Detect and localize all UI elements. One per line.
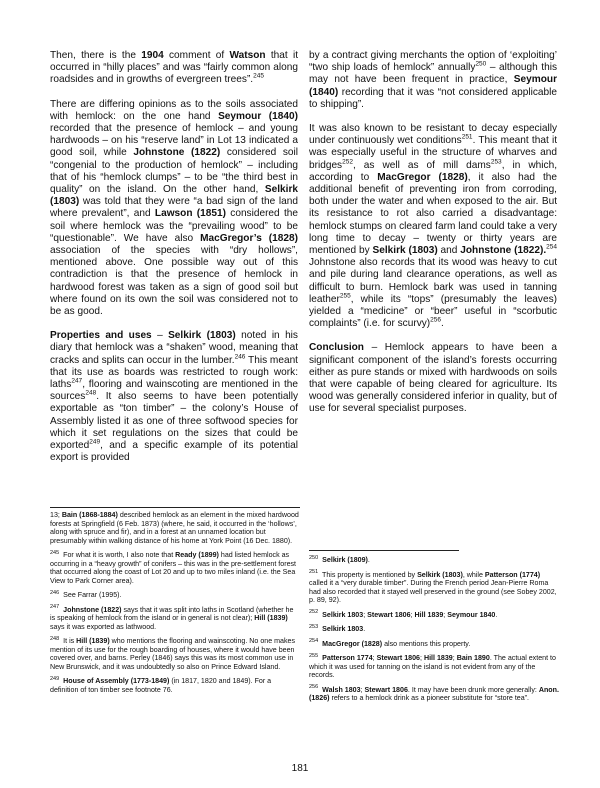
bold-citation: Selkirk (1803) — [372, 245, 438, 257]
text-run: It is — [61, 637, 77, 645]
text-run: ; — [410, 610, 415, 619]
text-run: recorded that the presence of hemlock – and young hardwoods – on his “reserve land” in Lot 13 indicated a good soil, while — [50, 123, 298, 159]
footnote-reference: 249 — [89, 438, 101, 446]
text-run: , in which, according to — [309, 159, 557, 183]
bold-citation: Selkirk (1803) — [50, 184, 298, 208]
bold-citation: Bain 1890 — [456, 654, 490, 662]
bold-citation: Seymour (1840) — [218, 110, 298, 122]
text-run: also mentions this property. — [382, 639, 471, 648]
footnote — [309, 640, 559, 649]
bold-citation: Johnstone (1822) — [133, 147, 221, 159]
bold-citation: Walsh 1803 — [322, 685, 361, 694]
bold-citation: Watson — [229, 50, 266, 61]
text-run: This meant that its use as boards was restricted to rough work: laths — [50, 354, 298, 391]
text-run: noted in his diary that hemlock was a “shaken” wood, meaning that cracks and splits can occur in the lumber. — [50, 330, 298, 366]
text-run: ; — [363, 610, 368, 619]
bold-citation: MacGregor (1828) — [322, 639, 383, 648]
bold-citation: Anon. (1826) — [309, 685, 559, 702]
text-run: It was also known to be resistant to decay especially under continuously wet conditions — [309, 123, 557, 147]
bold-citation: Johnstone (1822) — [63, 605, 122, 614]
text-run: . — [441, 318, 444, 330]
text-run: , as well as of mill dams — [352, 159, 491, 171]
bold-citation: Hill (1839) — [76, 637, 110, 645]
paragraph — [50, 50, 298, 87]
footnote-reference: 250 — [475, 60, 487, 68]
text-run: . The actual extent to which it was used for tanning on the island is not evident from any of the records. — [309, 654, 556, 679]
footnote-number: 255 — [309, 652, 319, 659]
text-run: and — [437, 245, 461, 257]
text-run: who mentions the flooring and wainscoting. No one makes mention of its use for the rough boarding of houses, where it would have been covered over, and barns. Perley (1846) says this was its most common use in New Brunswick, and it was undoubtedly so also on Prince Edward Island. — [50, 637, 296, 671]
bold-citation: Hill 1839 — [423, 654, 453, 662]
left-footnotes — [50, 511, 300, 700]
footnote-reference: 255 — [339, 292, 351, 300]
text-run: See Farrar (1995). — [61, 591, 122, 599]
text-run: ; — [372, 654, 377, 662]
footnote — [50, 637, 300, 671]
text-run: – Hemlock appears to have been a significant component of the island’s forests occurring either as pure stands or mixed with hardwoods on soils that were capable of being cleared for agriculture. Its wood was generally considered inferior in quality, but of use for several specialist purposes. — [309, 342, 557, 415]
footnote-reference: 245 — [253, 73, 264, 81]
bold-citation: Hill (1839) — [254, 614, 288, 622]
bold-citation: House of Assembly (1773-1849) — [63, 677, 170, 685]
footnote-reference: 252 — [342, 158, 353, 166]
left-text-column — [50, 50, 298, 477]
bold-citation: MacGregor’s (1828) — [200, 232, 298, 244]
text-run: ; — [443, 610, 448, 619]
footnote-reference: 256 — [430, 316, 442, 324]
footnote — [50, 551, 300, 585]
bold-citation: Seymour (1840) — [309, 74, 557, 98]
paragraph — [309, 342, 557, 415]
footnote — [50, 606, 300, 632]
bold-citation: Stewart 1806 — [364, 685, 408, 694]
bold-citation: Bain (1868-1884) — [61, 511, 118, 519]
text-run: ; — [360, 685, 365, 694]
bold-citation: Stewart 1806 — [376, 654, 420, 662]
bold-citation: MacGregor (1828) — [377, 171, 468, 183]
paragraph — [309, 123, 557, 330]
footnote-reference: 247 — [71, 377, 83, 385]
footnote-number: 251 — [309, 569, 319, 576]
text-run: , flooring and wainscoting are mentioned in the sources — [50, 379, 298, 403]
text-run: For what it is worth, I also note that — [61, 551, 176, 559]
paragraph — [309, 50, 557, 111]
text-run: says it was exported as lathwood. — [50, 622, 157, 631]
footnote-number: 252 — [309, 609, 319, 616]
footnote-number: 245 — [50, 549, 60, 556]
footnote — [309, 611, 559, 620]
text-run: considered the soil where hemlock was the “prevailing wood” to be “questionable”. We have also — [50, 208, 298, 244]
footnote-number: 247 — [50, 604, 60, 611]
text-run: was told that they were “a bad sign of the land where prevalent”, and — [50, 196, 298, 220]
text-run: had listed hemlock as occurring in a “heavy growth” of conifers – this was in the pre-settlement forest that occurred along the coast of Lot 20 and up to two miles inland (i.e. the Sea View to Park Corner area). — [50, 551, 297, 585]
bold-citation: Selkirk 1803 — [322, 610, 364, 619]
footnote-separator-left — [50, 507, 300, 508]
footnote-reference: 248 — [85, 389, 97, 397]
bold-citation: Properties and uses — [50, 330, 152, 342]
footnote-number: 254 — [309, 638, 319, 645]
text-run: . — [367, 556, 370, 564]
bold-citation: Selkirk 1803 — [322, 625, 364, 633]
footnote — [309, 571, 559, 605]
text-run: Then, there is the — [50, 50, 142, 61]
footnote-number: 249 — [50, 675, 60, 682]
footnote — [309, 654, 559, 680]
footnote-reference: 253 — [490, 158, 502, 166]
text-run: described hemlock as an element in the mixed hardwood forests at Springfield (6 Feb. 1873) (where, he said, it occurred in the ‘hollows’, along with spruce and fir), and in a forest at an unnamed location but presumably within walking distance of his home at York Point (16 Dec. 1880). — [50, 511, 299, 545]
footnote — [309, 556, 559, 565]
bold-citation: Johnstone (1822). — [460, 245, 547, 257]
footnote-reference: 246 — [234, 353, 246, 361]
text-run: association of the species with “dry hollows”, mentioned above. One possible way out of this contradiction is that the presence of hemlock in hardwood forest was taken as a sign of good soil but where found on its own the soil was considered not to be as good. — [50, 245, 298, 318]
text-run: called it a “very durable timber”. During the French period Jean-Pierre Roma had also recorded that it stayed well preserved in the ground (see Sobey 2002, p. 89, 92). — [309, 579, 557, 604]
text-run: . — [363, 625, 366, 633]
footnote — [309, 686, 559, 703]
text-run: , while its “tops” (presumably the leaves) yielded a “medicine” or “beer” useful in “scorbutic complaints” (i.e. for scurvy) — [309, 293, 557, 330]
footnote-reference: 254 — [546, 243, 557, 251]
paragraph — [50, 99, 298, 319]
text-run: . It also seems to have been potentially exportable as “ton timber” – the colony’s House of Assembly listed it as one of three softwood species for which it set regulations on the sizes that could be exported — [50, 391, 298, 452]
text-run: This property is mentioned by — [320, 570, 418, 579]
footnote-number: 256 — [309, 684, 319, 691]
footnote-number: 248 — [50, 635, 60, 642]
bold-citation: Selkirk (1803) — [417, 570, 463, 579]
bold-citation: Patterson (1774) — [484, 570, 541, 579]
text-run: . — [495, 610, 498, 619]
text-run: . It may have been drunk more generally: — [407, 685, 539, 694]
footnote-number: 250 — [309, 554, 319, 561]
paragraph — [50, 330, 298, 464]
bold-citation: Stewart 1806 — [367, 610, 411, 619]
bold-citation: 1904 — [141, 50, 164, 61]
footnote — [50, 591, 300, 600]
text-run: , while — [462, 570, 485, 579]
text-run: that it occurred in “hilly places” and was “fairly common along roadsides and in growths of evergreen trees”. — [50, 50, 298, 86]
text-run: ; — [420, 654, 424, 662]
footnote-separator-right — [309, 550, 459, 551]
right-text-column — [309, 50, 557, 428]
footnote — [309, 625, 559, 634]
text-run: comment of — [163, 50, 230, 61]
text-run: There are differing opinions as to the soils associated with hemlock: on the one hand — [50, 98, 298, 122]
footnote — [50, 677, 300, 694]
text-run: . This meant that it was especially useful in the structure of wharves and bridges — [309, 135, 557, 171]
page-number: 181 — [291, 763, 309, 774]
bold-citation: Seymour 1840 — [447, 610, 496, 619]
text-run: considered soil “congenial to the production of hemlock” – including that of his “hemlock clumps” – to be “the third best in quality” on the island. On the other hand, — [50, 147, 298, 196]
text-run: recording that it was “not considered applicable to shipping”. — [309, 86, 557, 110]
text-run: (in 1817, 1820 and 1849). For a definition of ton timber see footnote 76. — [50, 677, 272, 694]
footnote-number: 253 — [309, 623, 319, 630]
bold-citation: Patterson 1774 — [322, 654, 373, 662]
text-run: ; — [452, 654, 457, 662]
text-run: says that it was split into laths in Scotland (whether he is speaking of hemlock from the island or in general is not clear); — [50, 605, 294, 622]
text-run: – although this may not have been frequent in practice, — [309, 62, 557, 86]
text-run: refers to a hemlock drink as a pioneer substitute for “store tea”. — [329, 694, 530, 702]
bold-citation: Conclusion — [309, 342, 364, 354]
text-run: by a contract giving merchants the option of ‘exploiting’ “two ship loads of hemlock” annually — [309, 50, 557, 74]
text-run: – — [151, 330, 169, 342]
footnote-reference: 251 — [461, 133, 473, 141]
text-run: , and a specific example of its potential export is provided — [50, 440, 298, 464]
text-run: 13; — [50, 511, 62, 519]
footnote-number: 246 — [50, 589, 60, 596]
text-run: Johnstone also records that its wood was heavy to cut and pile during land clearance operations, as well as difficult to burn. Hemlock bark was used in tanning leather — [309, 257, 557, 305]
footnote — [50, 511, 300, 545]
bold-citation: Selkirk (1803) — [168, 330, 236, 342]
bold-citation: Selkirk (1809) — [322, 556, 368, 564]
bold-citation: Lawson (1851) — [154, 208, 226, 220]
right-footnotes — [309, 556, 559, 709]
bold-citation: Hill 1839 — [414, 610, 444, 619]
bold-citation: Ready (1899) — [175, 551, 219, 559]
text-run: , it also had the additional benefit of preventing iron from corroding, both under the water and when exposed to the air. But its resistance to rot also carried a disadvantage: hemlock stumps on cleared farm land could take a very long time to decay – twenty or thirty years are mentioned by — [309, 171, 557, 257]
